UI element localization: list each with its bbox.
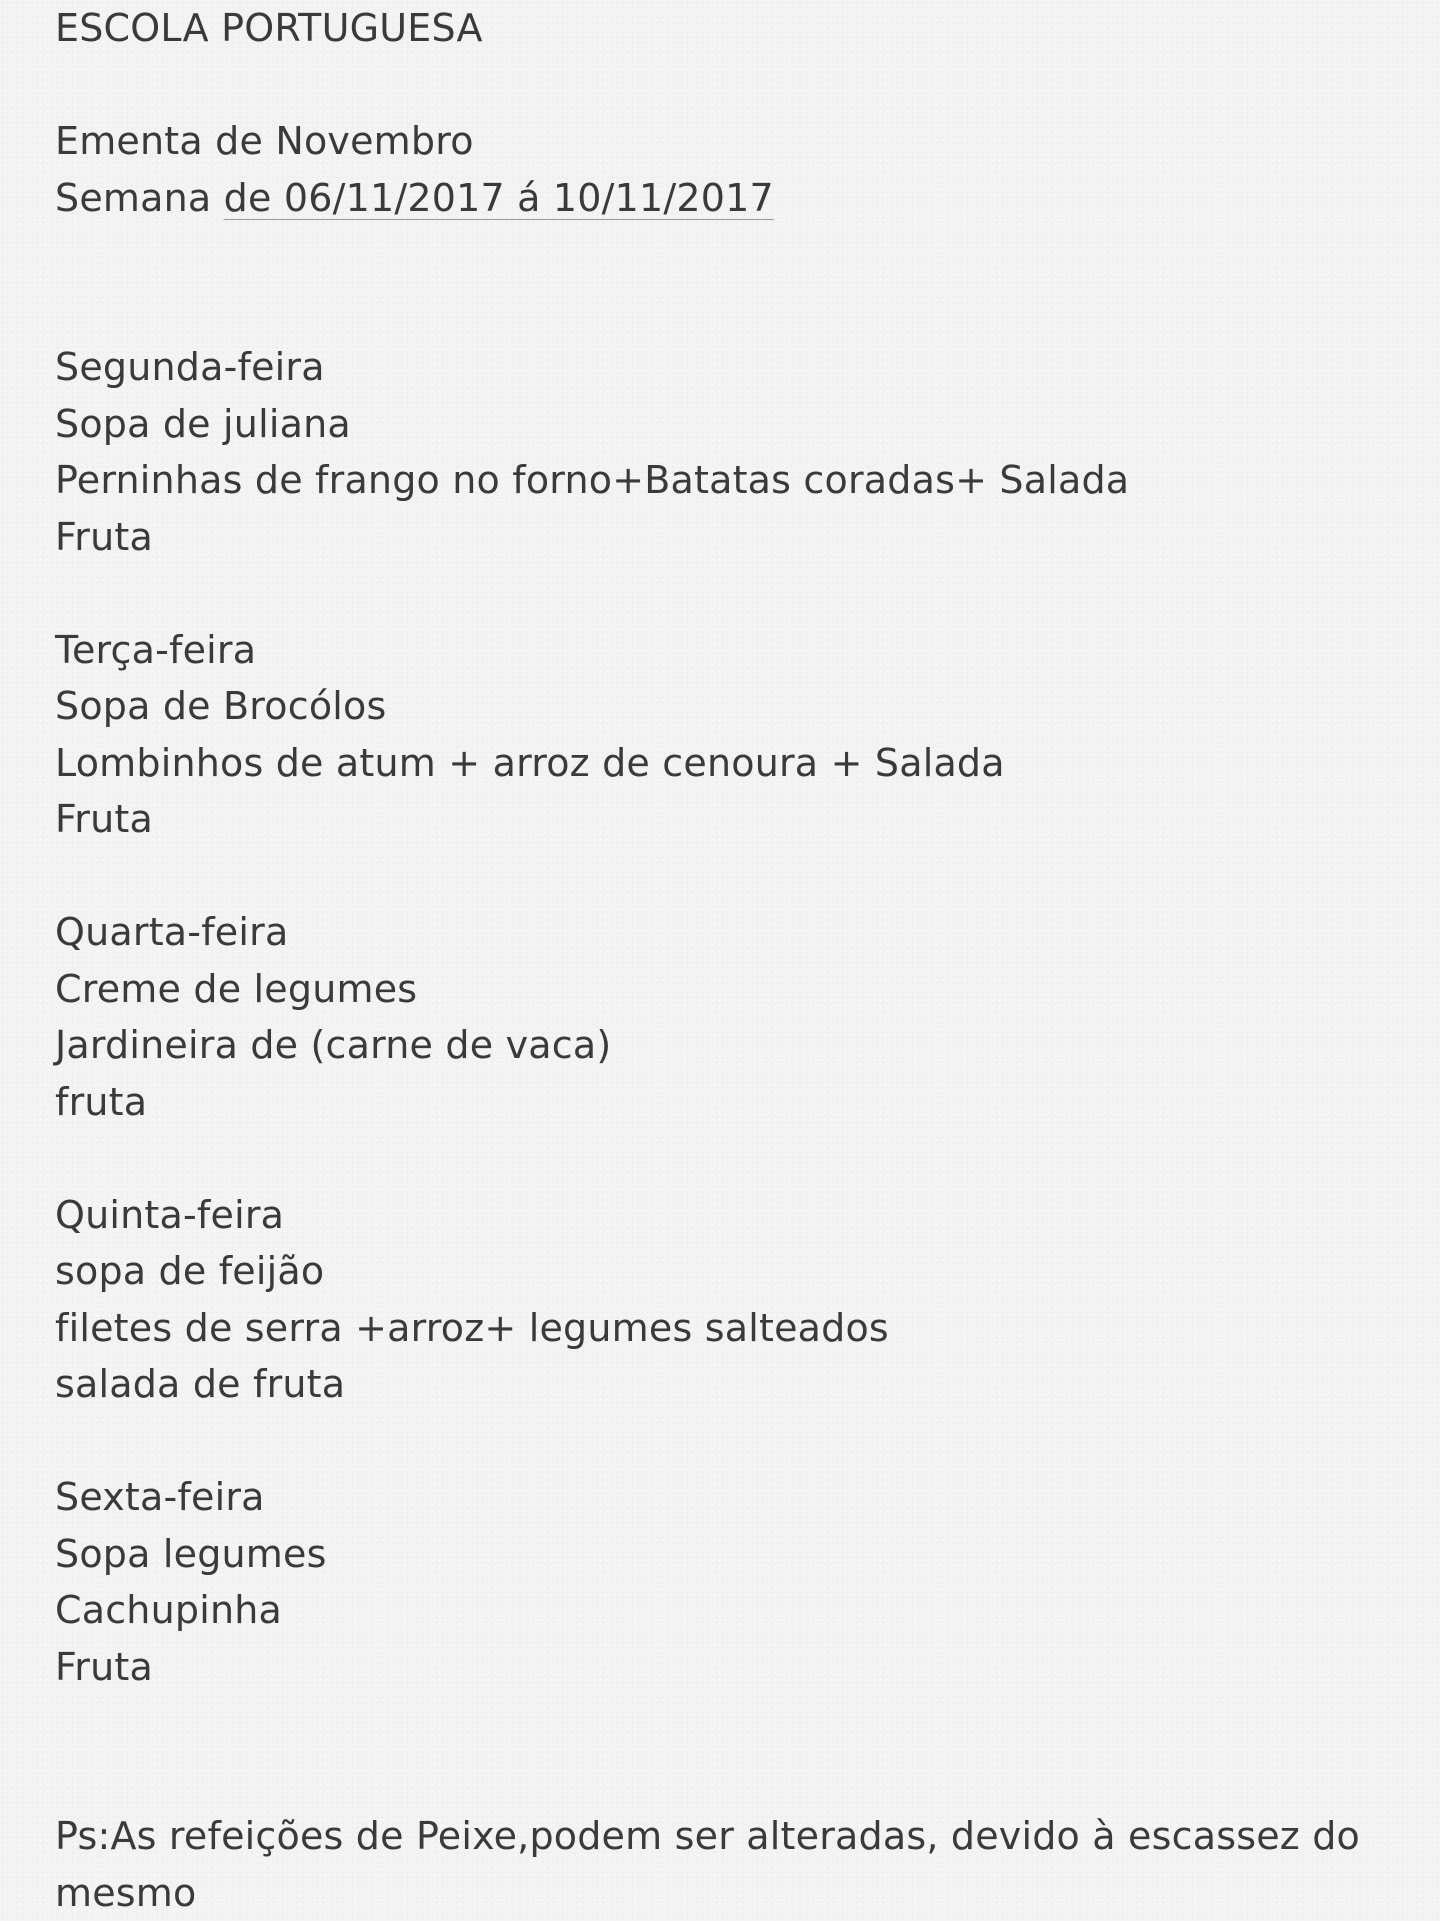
- day-heading: Quarta-feira: [55, 910, 289, 954]
- menu-item: Perninhas de frango no forno+Batatas coradas+ Salada: [55, 458, 1130, 502]
- day-block-tuesday: [55, 622, 1395, 848]
- week-prefix: Semana: [55, 175, 224, 220]
- menu-item: fruta: [55, 1079, 148, 1124]
- school-name: ESCOLA PORTUGUESA: [55, 6, 483, 50]
- day-block-monday: [55, 339, 1395, 565]
- menu-item: Sopa de Brocólos: [55, 684, 387, 728]
- spacer: [55, 1130, 1395, 1187]
- menu-item: Cachupinha: [55, 1588, 283, 1632]
- spacer: [55, 226, 1395, 339]
- day-block-thursday: [55, 1187, 1395, 1413]
- day-heading: Sexta-feira: [55, 1475, 265, 1519]
- menu-item: Sopa legumes: [55, 1531, 327, 1576]
- menu-note: [55, 0, 1395, 1921]
- menu-item: Fruta: [55, 1644, 153, 1689]
- day-block-friday: [55, 1469, 1395, 1695]
- menu-item: Lombinhos de atum + arroz de cenoura + Salada: [55, 740, 1005, 785]
- spacer: [55, 565, 1395, 622]
- menu-item: filetes de serra +arroz+ legumes salteados: [55, 1305, 889, 1350]
- day-heading: Terça-feira: [55, 627, 257, 672]
- menu-item: sopa de feijão: [55, 1249, 325, 1293]
- menu-item: Jardineira de (carne de vaca): [55, 1023, 612, 1067]
- spacer: [55, 1413, 1395, 1470]
- day-heading: Quinta-feira: [55, 1192, 285, 1237]
- menu-item: Creme de legumes: [55, 966, 418, 1011]
- day-block-wednesday: [55, 904, 1395, 1130]
- spacer: [55, 1695, 1395, 1808]
- week-dates: de 06/11/2017 á 10/11/2017: [223, 175, 774, 220]
- menu-title: Ementa de Novembro: [55, 119, 474, 163]
- spacer: [55, 57, 1395, 114]
- footnote: Ps:As refeições de Peixe,podem ser alteradas, devido à escassez do mesmo: [55, 1814, 1360, 1915]
- spacer: [55, 848, 1395, 905]
- day-heading: Segunda-feira: [55, 345, 325, 389]
- menu-item: Fruta: [55, 514, 153, 559]
- menu-item: Fruta: [55, 797, 153, 841]
- menu-item: Sopa de juliana: [55, 401, 351, 446]
- menu-item: salada de fruta: [55, 1362, 346, 1406]
- week-range: [55, 170, 1395, 227]
